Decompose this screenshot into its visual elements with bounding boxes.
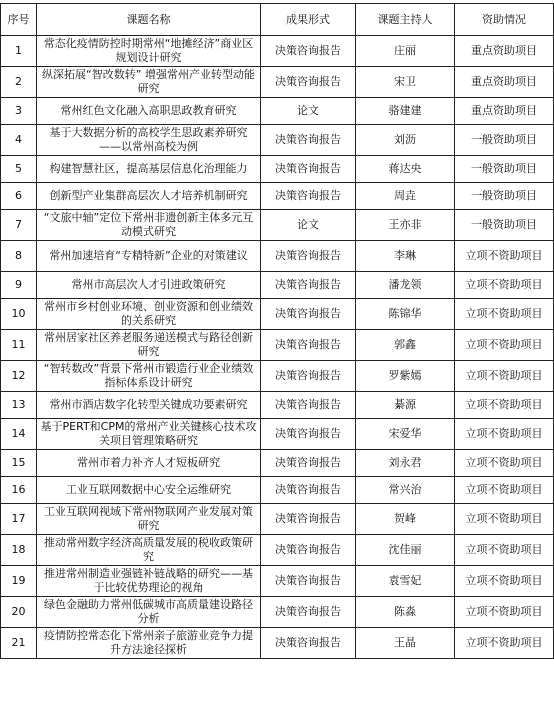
cell-host: 王晶: [356, 628, 455, 659]
table-row: [1, 125, 554, 156]
cell-form: 决策咨询报告: [261, 272, 356, 299]
cell-form: 决策咨询报告: [261, 36, 356, 67]
cell-no: 18: [1, 535, 37, 566]
cell-form: 决策咨询报告: [261, 361, 356, 392]
cell-host: 骆建建: [356, 98, 455, 125]
cell-no: 19: [1, 566, 37, 597]
cell-no: 20: [1, 597, 37, 628]
cell-host: 蒋达央: [356, 156, 455, 183]
cell-form: 决策咨询报告: [261, 566, 356, 597]
cell-host: 宋卫: [356, 67, 455, 98]
cell-no: 21: [1, 628, 37, 659]
cell-no: 17: [1, 504, 37, 535]
cell-host: 罗紫嫣: [356, 361, 455, 392]
cell-funding: 立项不资助项目: [455, 272, 554, 299]
table-row: [1, 477, 554, 504]
header-host: 课题主持人: [356, 4, 455, 36]
cell-funding: 立项不资助项目: [455, 477, 554, 504]
cell-title: 常州红色文化融入高职思政教育研究: [37, 98, 261, 125]
cell-title: “智转数改”背景下常州市锻造行业企业绩效指标体系设计研究: [37, 361, 261, 392]
cell-title: 常州市着力补齐人才短板研究: [37, 450, 261, 477]
table-row: [1, 361, 554, 392]
header-title: 课题名称: [37, 4, 261, 36]
cell-no: 6: [1, 183, 37, 210]
table-row: [1, 419, 554, 450]
cell-funding: 重点资助项目: [455, 36, 554, 67]
cell-no: 14: [1, 419, 37, 450]
table-row: [1, 183, 554, 210]
cell-form: 决策咨询报告: [261, 183, 356, 210]
cell-no: 11: [1, 330, 37, 361]
table-row: [1, 392, 554, 419]
cell-funding: 立项不资助项目: [455, 535, 554, 566]
cell-title: 疫情防控常态化下常州亲子旅游业竞争力提升方法途径探析: [37, 628, 261, 659]
cell-title: 常态化疫情防控时期常州“地摊经济”商业区规划设计研究: [37, 36, 261, 67]
cell-title: 常州加速培育“专精特新”企业的对策建议: [37, 241, 261, 272]
cell-funding: 立项不资助项目: [455, 504, 554, 535]
cell-no: 16: [1, 477, 37, 504]
cell-host: 刘沥: [356, 125, 455, 156]
cell-no: 4: [1, 125, 37, 156]
table-row: [1, 98, 554, 125]
cell-host: 陈锦华: [356, 299, 455, 330]
table-row: [1, 272, 554, 299]
table-row: [1, 504, 554, 535]
cell-no: 8: [1, 241, 37, 272]
cell-no: 15: [1, 450, 37, 477]
cell-funding: 一般资助项目: [455, 183, 554, 210]
table-row: [1, 535, 554, 566]
cell-funding: 立项不资助项目: [455, 241, 554, 272]
cell-form: 决策咨询报告: [261, 392, 356, 419]
cell-title: 常州居家社区养老服务递送模式与路径创新研究: [37, 330, 261, 361]
cell-no: 2: [1, 67, 37, 98]
cell-funding: 立项不资助项目: [455, 597, 554, 628]
cell-host: 綦源: [356, 392, 455, 419]
cell-host: 陈淼: [356, 597, 455, 628]
cell-no: 7: [1, 210, 37, 241]
cell-host: 郭鑫: [356, 330, 455, 361]
cell-form: 决策咨询报告: [261, 330, 356, 361]
table-row: [1, 210, 554, 241]
cell-no: 1: [1, 36, 37, 67]
cell-funding: 一般资助项目: [455, 156, 554, 183]
cell-title: 构建智慧社区，提高基层信息化治理能力: [37, 156, 261, 183]
cell-host: 周垚: [356, 183, 455, 210]
table-row: [1, 450, 554, 477]
cell-host: 宋爱华: [356, 419, 455, 450]
cell-no: 9: [1, 272, 37, 299]
cell-form: 论文: [261, 98, 356, 125]
cell-form: 论文: [261, 210, 356, 241]
cell-host: 常兴治: [356, 477, 455, 504]
cell-form: 决策咨询报告: [261, 504, 356, 535]
cell-funding: 重点资助项目: [455, 98, 554, 125]
cell-form: 决策咨询报告: [261, 125, 356, 156]
cell-title: 推进常州制造业强链补链战略的研究——基于比较优势理论的视角: [37, 566, 261, 597]
cell-form: 决策咨询报告: [261, 597, 356, 628]
cell-form: 决策咨询报告: [261, 477, 356, 504]
cell-host: 庄丽: [356, 36, 455, 67]
table-row: [1, 628, 554, 659]
header-no: 序号: [1, 4, 37, 36]
cell-funding: 立项不资助项目: [455, 330, 554, 361]
project-table: [0, 3, 554, 659]
cell-title: 常州市酒店数字化转型关键成功要素研究: [37, 392, 261, 419]
cell-form: 决策咨询报告: [261, 419, 356, 450]
header-funding: 资助情况: [455, 4, 554, 36]
cell-funding: 一般资助项目: [455, 210, 554, 241]
table-row: [1, 597, 554, 628]
header-form: 成果形式: [261, 4, 356, 36]
table-row: [1, 156, 554, 183]
cell-title: 推动常州数字经济高质量发展的税收政策研究: [37, 535, 261, 566]
cell-form: 决策咨询报告: [261, 628, 356, 659]
cell-funding: 立项不资助项目: [455, 392, 554, 419]
cell-title: 绿色金融助力常州低碳城市高质量建设路径分析: [37, 597, 261, 628]
cell-title: “文旅中轴”定位下常州非遗创新主体多元互动模式研究: [37, 210, 261, 241]
cell-host: 王亦非: [356, 210, 455, 241]
cell-title: 基于大数据分析的高校学生思政素养研究——以常州高校为例: [37, 125, 261, 156]
cell-host: 潘龙领: [356, 272, 455, 299]
cell-funding: 立项不资助项目: [455, 299, 554, 330]
cell-form: 决策咨询报告: [261, 535, 356, 566]
cell-funding: 立项不资助项目: [455, 419, 554, 450]
cell-no: 3: [1, 98, 37, 125]
table-row: [1, 67, 554, 98]
cell-funding: 重点资助项目: [455, 67, 554, 98]
cell-form: 决策咨询报告: [261, 241, 356, 272]
table-row: [1, 566, 554, 597]
table-row: [1, 299, 554, 330]
cell-host: 贺峰: [356, 504, 455, 535]
cell-title: 基于PERT和CPM的常州产业关键核心技术攻关项目管理策略研究: [37, 419, 261, 450]
cell-host: 袁雪妃: [356, 566, 455, 597]
cell-no: 10: [1, 299, 37, 330]
cell-no: 5: [1, 156, 37, 183]
cell-host: 李琳: [356, 241, 455, 272]
table-header-row: [1, 4, 554, 36]
cell-funding: 立项不资助项目: [455, 450, 554, 477]
cell-host: 刘永君: [356, 450, 455, 477]
cell-form: 决策咨询报告: [261, 450, 356, 477]
cell-funding: 一般资助项目: [455, 125, 554, 156]
cell-form: 决策咨询报告: [261, 299, 356, 330]
cell-title: 常州市高层次人才引进政策研究: [37, 272, 261, 299]
cell-title: 常州市乡村创业环境、创业资源和创业绩效的关系研究: [37, 299, 261, 330]
table-row: [1, 241, 554, 272]
cell-title: 工业互联网数据中心安全运维研究: [37, 477, 261, 504]
cell-funding: 立项不资助项目: [455, 566, 554, 597]
cell-form: 决策咨询报告: [261, 67, 356, 98]
cell-title: 工业互联网视域下常州物联网产业发展对策研究: [37, 504, 261, 535]
cell-funding: 立项不资助项目: [455, 361, 554, 392]
cell-funding: 立项不资助项目: [455, 628, 554, 659]
cell-title: 创新型产业集群高层次人才培养机制研究: [37, 183, 261, 210]
table-row: [1, 36, 554, 67]
cell-host: 沈佳丽: [356, 535, 455, 566]
cell-form: 决策咨询报告: [261, 156, 356, 183]
cell-title: 纵深拓展“智改数转” 增强常州产业转型动能研究: [37, 67, 261, 98]
cell-no: 12: [1, 361, 37, 392]
cell-no: 13: [1, 392, 37, 419]
table-row: [1, 330, 554, 361]
